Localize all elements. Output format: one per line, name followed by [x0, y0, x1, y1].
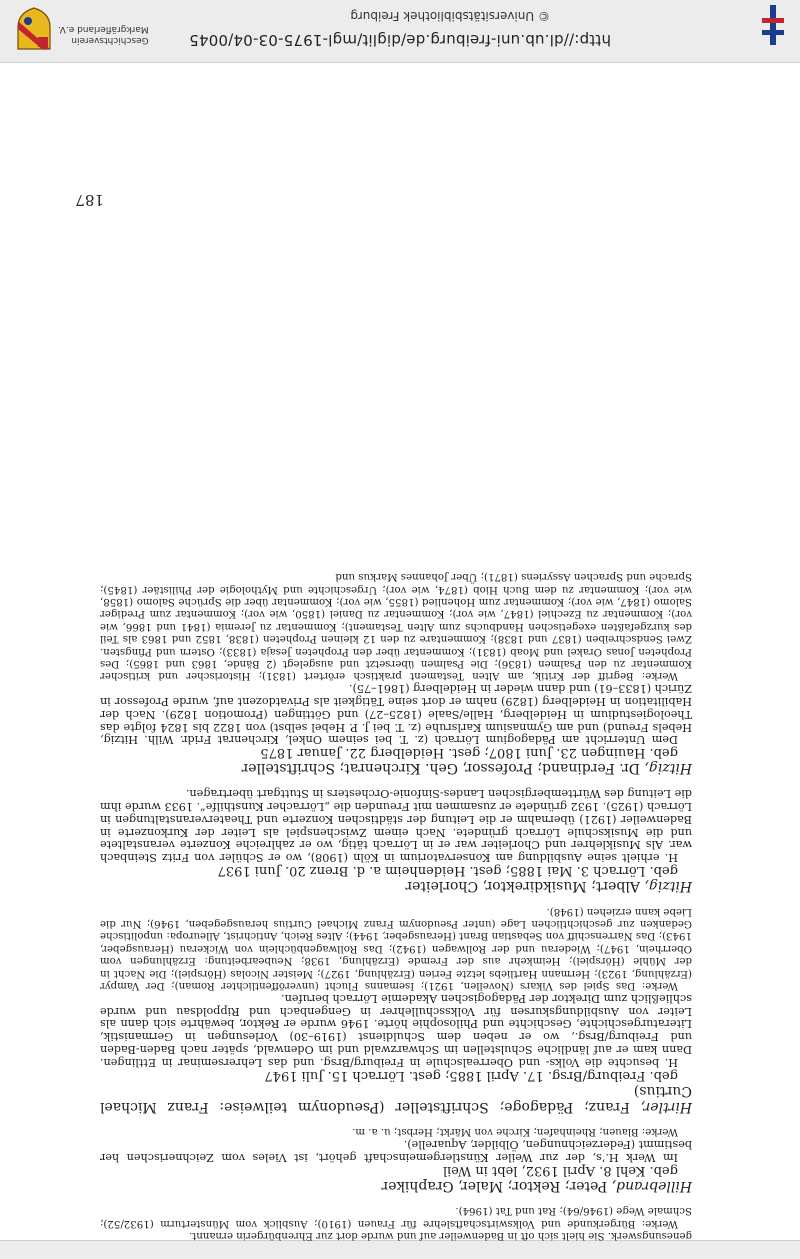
entry-dates: geb. Freiburg/Brsg. 17. April 1885; gest. Lörrach 15. Juli 1947: [264, 1067, 678, 1083]
intro-paragraph: genesungswerk. Sie hielt sich oft in Badenweiler auf und wurde dort zur Ehrenbürgerin ernannt.: [188, 1230, 692, 1241]
page-number: 187: [75, 191, 104, 209]
entry-heading: [100, 878, 692, 894]
society-line: Markgräflerland e.V.: [58, 24, 149, 34]
entry-body: H. erhielt seine Ausbildung am Konservatorium in Köln (1908), wo er Schüler von Fritz Steinbach war. Als Musiklehrer und Chorleiter war er in Lörrach tätig, wo er zahlreiche Konzerte veranstaltete und die Musikschule Lörrach gründete. Nach einem Zwischenspiel als Leiter der Kurkonzerte in Badenweiler (1921) übernahm er die Leitung der städtischen Konzerte und Theaterveranstaltungen in Lörrach (1925). 1932 gründete er zusammen mit Freunden die „Lörracher Kunsthilfe“. 1933 wurde ihm die Leitung des Württembergischen Landes-Sinfonie-Orchesters in Stuttgart übertragen.: [100, 787, 692, 865]
entry-body: H. besuchte die Volks- und Oberrealschule in Freiburg/Brsg. und das Lehrerseminar in Ettlingen. Dann kam er auf ländliche Schulstellen im Schwarzwald und im Odenwald, später nach Baden-Baden und Freiburg/Brsg., wo er neben dem Schuldienst (1919–30) Vorlesungen in Germanistik, Literaturgeschichte, Geschichte und Philosophie hörte. 1946 wurde er Rektor, bewährte sich dann als Leiter von Ausbildungskursen für Volksschullehrer in Gengenbach und Rippoldsau und wurde schließlich zum Direktor der Pädagogischen Akademie Lörrach berufen.: [100, 991, 692, 1069]
entry-works: Werke: Begriff der Kritik, am Alten Testament praktisch erörtert (1831); Historischer und kritischer Kommentar zu den Psalmen (1836); Die Psalmen übersetzt und ausgelegt (2 Bände, 1863 und 1865); Des Propheten Jonas Orakel und Moab (1831); Kommentar über den Propheten Jesaja (1833); Ostern und Pfingsten. Zwei Sendschreiben (1837 und 1838); Kommentare zu den 12 kleinen Propheten (1838, 1852 und 1863 als Teil des kurzgefaßten exegetischen Handbuchs zum Alten Testament); Kommentar zu Jeremia (1841 und 1866, wie vor); Kommentar zu Ezechiel (1847, wie vor); Kommentar zu Daniel (1850, wie vor); Kommentar zum Prediger Salomo (1847, wie vor); Kommentar zum Hohenlied (1855, wie vor); Kommentar über die Sprüche Salomo (1858, wie vor); Kommentar zu dem Buch Hiob (1874, wie vor); Urgeschichte und Mythologie der Philistäer (1845); Sprache und Sprachen Assyriens (1871); Über Johannes Markus und: [100, 571, 692, 682]
society-line: Geschichtsverein: [71, 35, 149, 45]
entry-name: Hillebrand,: [611, 1177, 692, 1194]
geschichtsverein-crest-icon: [16, 7, 52, 51]
entry-name: Hitzig,: [644, 760, 692, 777]
entry-works: Werke: Blauen; Rheinhafen; Kirche von Märkt; Herbst; u. a. m.: [352, 1126, 678, 1138]
entry-heading: [100, 1083, 692, 1115]
permalink-url[interactable]: http://dl.ub.uni-freiburg.de/diglit/mgl-1975-03-04/0045: [189, 31, 611, 49]
entry-body: Im Werk H.’s, der zur Weiler Künstlergemeinschaft gehört, ist Vieles vom Zeichnerischen her bestimmt (Federzeichnungen, Ölbilder, Aquarelle).: [100, 1137, 692, 1164]
society-name: [58, 23, 149, 45]
entry-hitzig-ferdinand: [100, 570, 692, 777]
entry-dates: geb. Kehl 8. April 1932, lebt in Weil: [442, 1162, 678, 1178]
entry-hillebrand: [100, 1125, 692, 1194]
entry-hitzig-albert: [100, 786, 692, 894]
entry-title: Peter; Rektor; Maler, Graphiker: [381, 1177, 612, 1194]
entry-title: Albert; Musikdirektor, Chorleiter: [405, 878, 645, 895]
intro-works: Werke: Bürgerkunde und Volkswirtschaftslehre für Frauen (1910); Ausblick vom Münsterturm (1932/52); Schmale Wege (1946/64); Rat und Tat (1964).: [100, 1205, 692, 1229]
entry-works: Werke: Das Spiel des Vikars (Novellen, 1921); Isemanns Flucht (unveröffentlichter Roman); Der Vampyr (Erzählung, 1923); Hermann Hartliebs letzte Ferien (Erzählung, 1927); Meister Nicolas (Hörspiel); Die Nacht in der Mühle (Hörspiel); Heimkehr aus der Fremde (Erzählung, 1938; Neubearbeitung: Erzählungen vom Oberrhein, 1947); Wiederau und der Rollwagen (1942); Das Rollwagenbüchlein von Wickerau (Herausgeber, 1943); Das Narrenschiff von Sebastian Brant (Herausgeber, 1944); Altes Reich, Antichrist, Alleuropa: unpolitische Gedanken zur geschichtlichen Lage (unter Pseudonym Franz Michael Curtius herausgegeben, 1946); Nur die Liebe kann erziehen (1948).: [100, 905, 692, 991]
entry-heading: [100, 760, 692, 776]
library-credit: © Universitätsbibliothek Freiburg: [350, 9, 550, 23]
university-logo-icon: [762, 5, 784, 45]
entry-hirtler: [100, 904, 692, 1115]
entry-title: Franz; Pädagoge; Schriftsteller (Pseudonym teilweise: Franz Michael Curtius): [100, 1082, 692, 1115]
entry-name: Hitzig,: [644, 878, 692, 895]
entry-heading: [100, 1178, 692, 1194]
viewer-top-band: [0, 1240, 800, 1259]
entry-title: Dr. Ferdinand; Professor, Geh. Kirchenrat; Schriftsteller: [241, 760, 645, 777]
page-body: [100, 570, 692, 1241]
entry-name: Hirtler,: [640, 1098, 692, 1115]
entry-dates: geb. Hauingen 23. Juni 1807; gest. Heidelberg 22. Januar 1875: [260, 745, 678, 761]
entry-dates: geb. Lörrach 3. Mai 1885; gest. Heidenheim a. d. Brenz 20. Juni 1937: [217, 863, 678, 879]
entry-body: Dem Unterricht am Pädagogium Lörrach (z. T. bei seinem Onkel, Kirchenrat Fridr. Wilh. Hitzig, Hebels Freund) und am Gymnasium Karlsruhe (z. T. bei J. P. Hebel selbst) von 1822 bis 1824 folgte das Theologiestudium in Heidelberg, Halle/Saale (1825–27) und Göttingen (Promotion 1829). Nach der Habilitation in Heidelberg (1829) nahm er dort seine Tätigkeit als Privatdozent auf, wurde Professor in Zürich (1833–61) und dann wieder in Heidelberg (1861–75).: [100, 682, 692, 747]
